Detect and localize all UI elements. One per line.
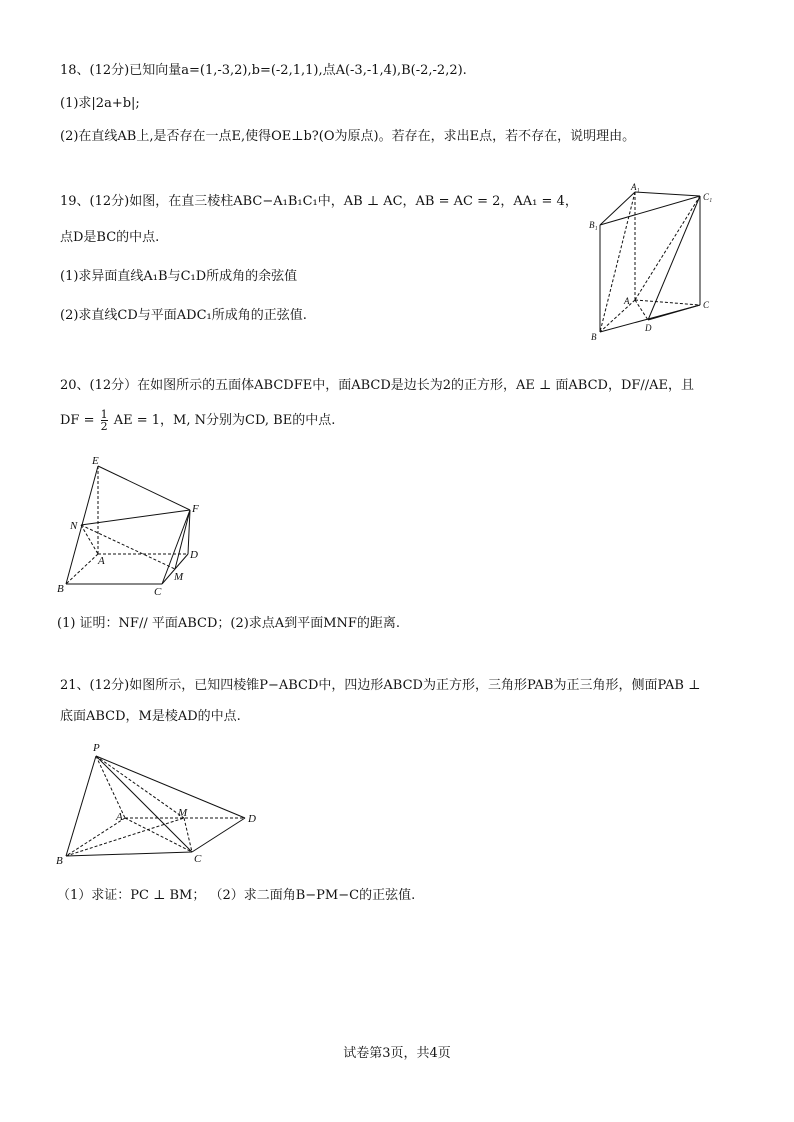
q20-parts: (1) 证明：NF// 平面ABCD；(2)求点A到平面MNF的距离.	[57, 616, 401, 631]
label-P: P	[93, 742, 100, 754]
q21-parts: （1）求证：PC ⊥ BM； （2）求二面角B−PM−C的正弦值.	[57, 888, 416, 903]
label-B: B	[57, 583, 64, 595]
q21-stem: 21、(12分)如图所示，已知四棱锥P−ABCD中，四边形ABCD为正方形，三角形PAB为正三角形，侧面PAB ⊥	[60, 678, 701, 693]
label-M: M	[178, 807, 188, 819]
q19-part1: (1)求异面直线A₁B与C₁D所成角的余弦值	[60, 269, 298, 284]
q20-stem2	[60, 406, 335, 436]
q19-stem: 19、(12分)如图，在直三棱柱ABC−A₁B₁C₁中，AB ⊥ AC，AB = AC = 2，AA₁ = 4，	[60, 194, 578, 209]
fraction-denominator: 2	[100, 420, 108, 433]
q18-part2: (2)在直线AB上,是否存在一点E,使得OE⊥b?(O为原点)。若存在，求出E点，若不存在，说明理由。	[60, 129, 636, 144]
q20-stem2-suffix: AE = 1，M, N分别为CD, BE的中点.	[113, 413, 336, 428]
label-M: M	[174, 571, 184, 583]
label-B: B	[56, 855, 63, 867]
q18-stem: 18、(12分)已知向量a=(1,-3,2),b=(-2,1,1),点A(-3,-1,4),B(-2,-2,2).	[60, 63, 467, 78]
fraction-numerator: 1	[100, 408, 108, 421]
label-A: A	[98, 555, 105, 567]
label-B1: B₁	[589, 220, 598, 230]
label-A1: A₁	[631, 182, 640, 192]
q18-part1: (1)求|2a+b|;	[60, 96, 140, 111]
q20-pentahedron-figure	[50, 452, 220, 602]
label-D: D	[248, 813, 256, 825]
label-C: C	[154, 586, 162, 598]
q21-stem2: 底面ABCD，M是棱AD的中点.	[60, 709, 241, 724]
q20-stem2-prefix: DF =	[60, 413, 95, 428]
label-D: D	[190, 549, 198, 561]
label-D: D	[645, 323, 652, 333]
label-C: C	[194, 853, 202, 865]
label-A: A	[624, 296, 630, 306]
q19-prism-figure	[585, 180, 725, 345]
label-A: A	[116, 811, 123, 823]
label-E: E	[92, 455, 99, 467]
page-footer: 试卷第3页，共4页	[343, 1046, 451, 1061]
label-C1: C₁	[703, 192, 713, 202]
label-F: F	[192, 503, 199, 515]
label-B: B	[591, 332, 597, 342]
q21-pyramid-figure	[50, 738, 270, 868]
fraction-one-half	[101, 409, 108, 432]
q20-stem: 20、(12分）在如图所示的五面体ABCDFE中，面ABCD是边长为2的正方形，AE ⊥ 面ABCD，DF//AE，且	[60, 378, 695, 393]
q19-part2: (2)求直线CD与平面ADC₁所成角的正弦值.	[60, 308, 307, 323]
label-N: N	[70, 520, 78, 532]
q19-stem2: 点D是BC的中点.	[60, 230, 160, 245]
label-C: C	[703, 300, 710, 310]
